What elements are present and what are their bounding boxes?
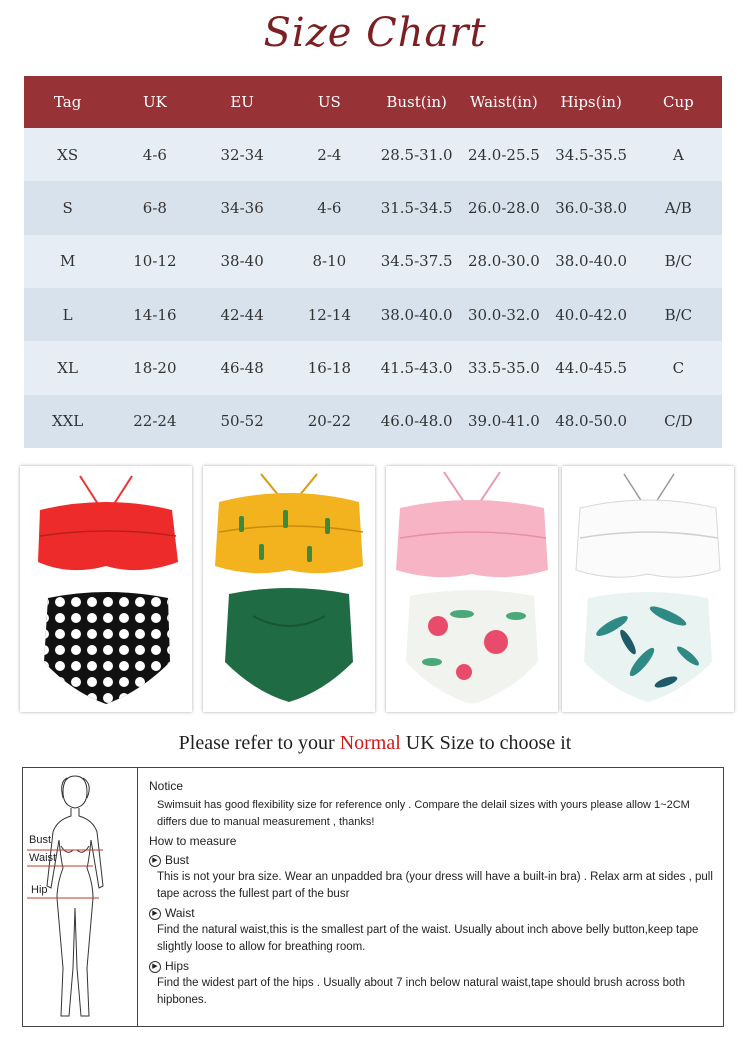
tagline-before: Please refer to your [178, 732, 340, 754]
bust-text: This is not your bra size. Wear an unpadded bra (your dress will have a built-in bra) . Relax arm at sides , pull tape across the fullest part of the busr [157, 871, 713, 900]
waist-text: Find the natural waist,this is the smallest part of the waist. Usually about inch above belly button,keep tape slightly loose to allow for breathing room. [157, 924, 699, 953]
table-cell: C/D [635, 395, 722, 448]
table-cell: 34.5-35.5 [548, 128, 635, 181]
bust-subheading [149, 852, 715, 869]
table-cell: C [635, 341, 722, 394]
table-cell: 10-12 [111, 235, 198, 288]
product-photo-white-leaf[interactable] [562, 466, 734, 712]
table-cell: 38-40 [199, 235, 286, 288]
product-photo-yellow-green[interactable] [203, 466, 375, 712]
bullet-arrow-icon: ▶ [149, 908, 161, 920]
table-cell: 18-20 [111, 341, 198, 394]
hips-title: Hips [165, 959, 190, 973]
table-row [24, 181, 722, 234]
size-tagline [0, 732, 750, 755]
table-row [24, 128, 722, 181]
table-cell: 12-14 [286, 288, 373, 341]
table-cell: 26.0-28.0 [460, 181, 547, 234]
table-cell: 38.0-40.0 [548, 235, 635, 288]
table-cell: 28.0-30.0 [460, 235, 547, 288]
table-cell: 30.0-32.0 [460, 288, 547, 341]
product-photos [18, 466, 734, 716]
table-cell: 20-22 [286, 395, 373, 448]
table-header-row [24, 76, 722, 128]
table-cell: 16-18 [286, 341, 373, 394]
table-cell: 33.5-35.0 [460, 341, 547, 394]
header-uk: UK [111, 76, 198, 128]
table-cell: 14-16 [111, 288, 198, 341]
table-cell: 4-6 [111, 128, 198, 181]
table-cell: B/C [635, 235, 722, 288]
notice-heading: Notice [149, 779, 184, 793]
table-cell: 22-24 [111, 395, 198, 448]
measurement-guide [22, 767, 724, 1027]
table-cell: A/B [635, 181, 722, 234]
table-cell: 28.5-31.0 [373, 128, 460, 181]
hips-text: Find the widest part of the hips . Usually about 7 inch below natural waist,tape should brush across both hipbones. [157, 977, 686, 1006]
tagline-highlight: Normal [339, 732, 401, 754]
header-hips: Hips(in) [548, 76, 635, 128]
product-photo-pink-floral[interactable] [386, 466, 558, 712]
table-cell: 6-8 [111, 181, 198, 234]
table-cell: M [24, 235, 111, 288]
table-cell: 48.0-50.0 [548, 395, 635, 448]
table-cell: 41.5-43.0 [373, 341, 460, 394]
size-table [24, 76, 722, 448]
table-cell: 44.0-45.5 [548, 341, 635, 394]
bullet-arrow-icon: ▶ [149, 855, 161, 867]
tagline-after: UK Size to choose it [400, 732, 572, 754]
bust-title: Bust [165, 853, 190, 867]
waist-subheading [149, 905, 715, 922]
measurement-notes [149, 776, 715, 1009]
table-row [24, 395, 722, 448]
table-cell: L [24, 288, 111, 341]
hip-label: Hip [31, 884, 48, 896]
table-cell: 8-10 [286, 235, 373, 288]
body-outline-icon [23, 768, 137, 1026]
header-cup: Cup [635, 76, 722, 128]
table-cell: 31.5-34.5 [373, 181, 460, 234]
table-cell: 34.5-37.5 [373, 235, 460, 288]
table-cell: 36.0-38.0 [548, 181, 635, 234]
table-cell: 2-4 [286, 128, 373, 181]
header-us: US [286, 76, 373, 128]
table-row [24, 235, 722, 288]
header-bust: Bust(in) [373, 76, 460, 128]
bullet-arrow-icon: ▶ [149, 961, 161, 973]
hips-subheading [149, 958, 715, 975]
product-photo-red-polka[interactable] [20, 466, 192, 712]
table-cell: XS [24, 128, 111, 181]
body-figure [23, 768, 138, 1026]
table-row [24, 341, 722, 394]
notice-text: Swimsuit has good flexibility size for reference only . Compare the delail sizes with yours please allow 1~2CM differs due to manual measurement , thanks! [157, 799, 690, 828]
table-cell: 50-52 [199, 395, 286, 448]
table-cell: A [635, 128, 722, 181]
table-row [24, 288, 722, 341]
size-chart-title: Size Chart [263, 10, 487, 56]
header-waist: Waist(in) [460, 76, 547, 128]
table-cell: 32-34 [199, 128, 286, 181]
table-cell: 39.0-41.0 [460, 395, 547, 448]
table-cell: S [24, 181, 111, 234]
white-leaf-bikini-icon [562, 466, 734, 712]
table-cell: 24.0-25.5 [460, 128, 547, 181]
header-eu: EU [199, 76, 286, 128]
waist-label: Waist [29, 852, 57, 864]
waist-title: Waist [165, 906, 195, 920]
red-polka-bikini-icon [20, 466, 192, 712]
table-cell: 46-48 [199, 341, 286, 394]
table-cell: 34-36 [199, 181, 286, 234]
pink-floral-bikini-icon [386, 466, 558, 712]
table-cell: 42-44 [199, 288, 286, 341]
table-cell: 38.0-40.0 [373, 288, 460, 341]
header-tag: Tag [24, 76, 111, 128]
table-cell: B/C [635, 288, 722, 341]
table-cell: XXL [24, 395, 111, 448]
table-cell: 40.0-42.0 [548, 288, 635, 341]
yellow-green-bikini-icon [203, 466, 375, 712]
table-cell: 46.0-48.0 [373, 395, 460, 448]
bust-label: Bust [29, 834, 52, 846]
how-to-measure-heading: How to measure [149, 834, 237, 848]
table-cell: 4-6 [286, 181, 373, 234]
table-cell: XL [24, 341, 111, 394]
